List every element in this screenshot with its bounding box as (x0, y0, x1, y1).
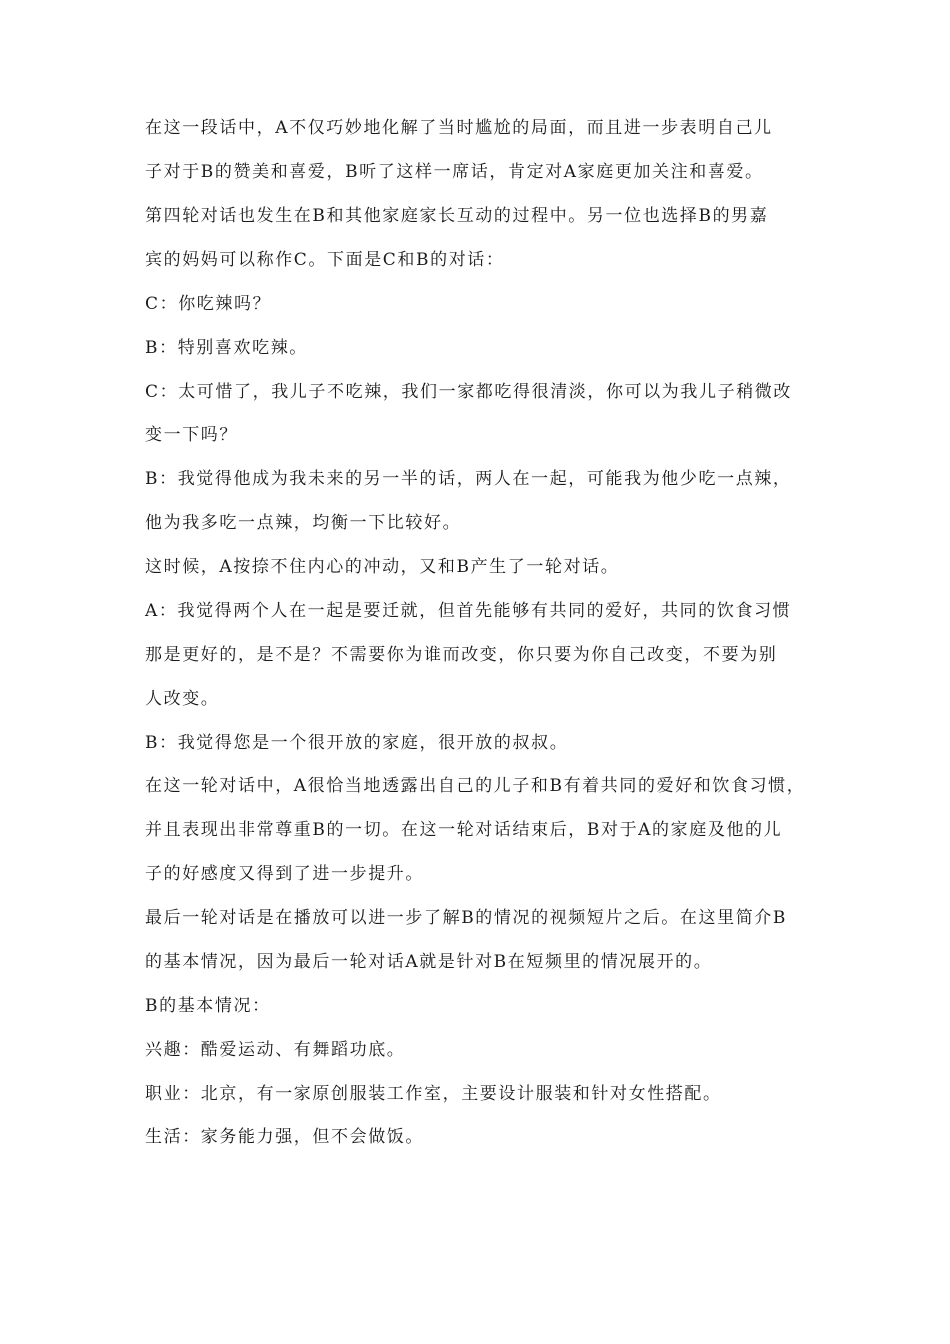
text-line: 在这一轮对话中，A很恰当地透露出自己的儿子和B有着共同的爱好和饮食习惯， (145, 776, 806, 796)
text-line: 第四轮对话也发生在B和其他家庭家长互动的过程中。另一位也选择B的男嘉 (145, 206, 769, 226)
text-line: 他为我多吃一点辣，均衡一下比较好。 (145, 513, 462, 533)
text-line: C：你吃辣吗？ (145, 294, 272, 314)
text-line: 的基本情况，因为最后一轮对话A就是针对B在短频里的情况展开的。 (145, 952, 713, 972)
text-line: 这时候，A按捺不住内心的冲动，又和B产生了一轮对话。 (145, 557, 620, 577)
text-line: 最后一轮对话是在播放可以进一步了解B的情况的视频短片之后。在这里简介B (145, 908, 787, 928)
text-line: C：太可惜了，我儿子不吃辣，我们一家都吃得很清淡，你可以为我儿子稍微改 (145, 382, 793, 402)
text-line: B：我觉得您是一个很开放的家庭，很开放的叔叔。 (145, 733, 569, 753)
text-line: 人改变。 (145, 689, 220, 709)
text-line: 并且表现出非常尊重B的一切。在这一轮对话结束后，B对于A的家庭及他的儿 (145, 820, 783, 840)
text-line: 子对于B的赞美和喜爱，B听了这样一席话，肯定对A家庭更加关注和喜爱。 (145, 162, 764, 182)
text-line: A：我觉得两个人在一起是要迁就，但首先能够有共同的爱好，共同的饮食习惯 (145, 601, 792, 621)
text-line: 兴趣：酷爱运动、有舞蹈功底。 (145, 1040, 406, 1060)
text-line: 那是更好的，是不是？不需要你为谁而改变，你只要为你自己改变，不要为别 (145, 645, 778, 665)
text-line: B：我觉得他成为我未来的另一半的话，两人在一起，可能我为他少吃一点辣， (145, 469, 792, 489)
text-line: 变一下吗？ (145, 425, 238, 445)
text-line: 生活：家务能力强，但不会做饭。 (145, 1127, 424, 1147)
text-line: 在这一段话中，A不仅巧妙地化解了当时尴尬的局面，而且进一步表明自己儿 (145, 118, 773, 138)
text-line: 子的好感度又得到了进一步提升。 (145, 864, 424, 884)
text-line: B：特别喜欢吃辣。 (145, 338, 308, 358)
text-line: 宾的妈妈可以称作C。下面是C和B的对话： (145, 250, 505, 270)
text-line: 职业：北京，有一家原创服装工作室，主要设计服装和针对女性搭配。 (145, 1084, 722, 1104)
text-line: B的基本情况： (145, 996, 271, 1016)
